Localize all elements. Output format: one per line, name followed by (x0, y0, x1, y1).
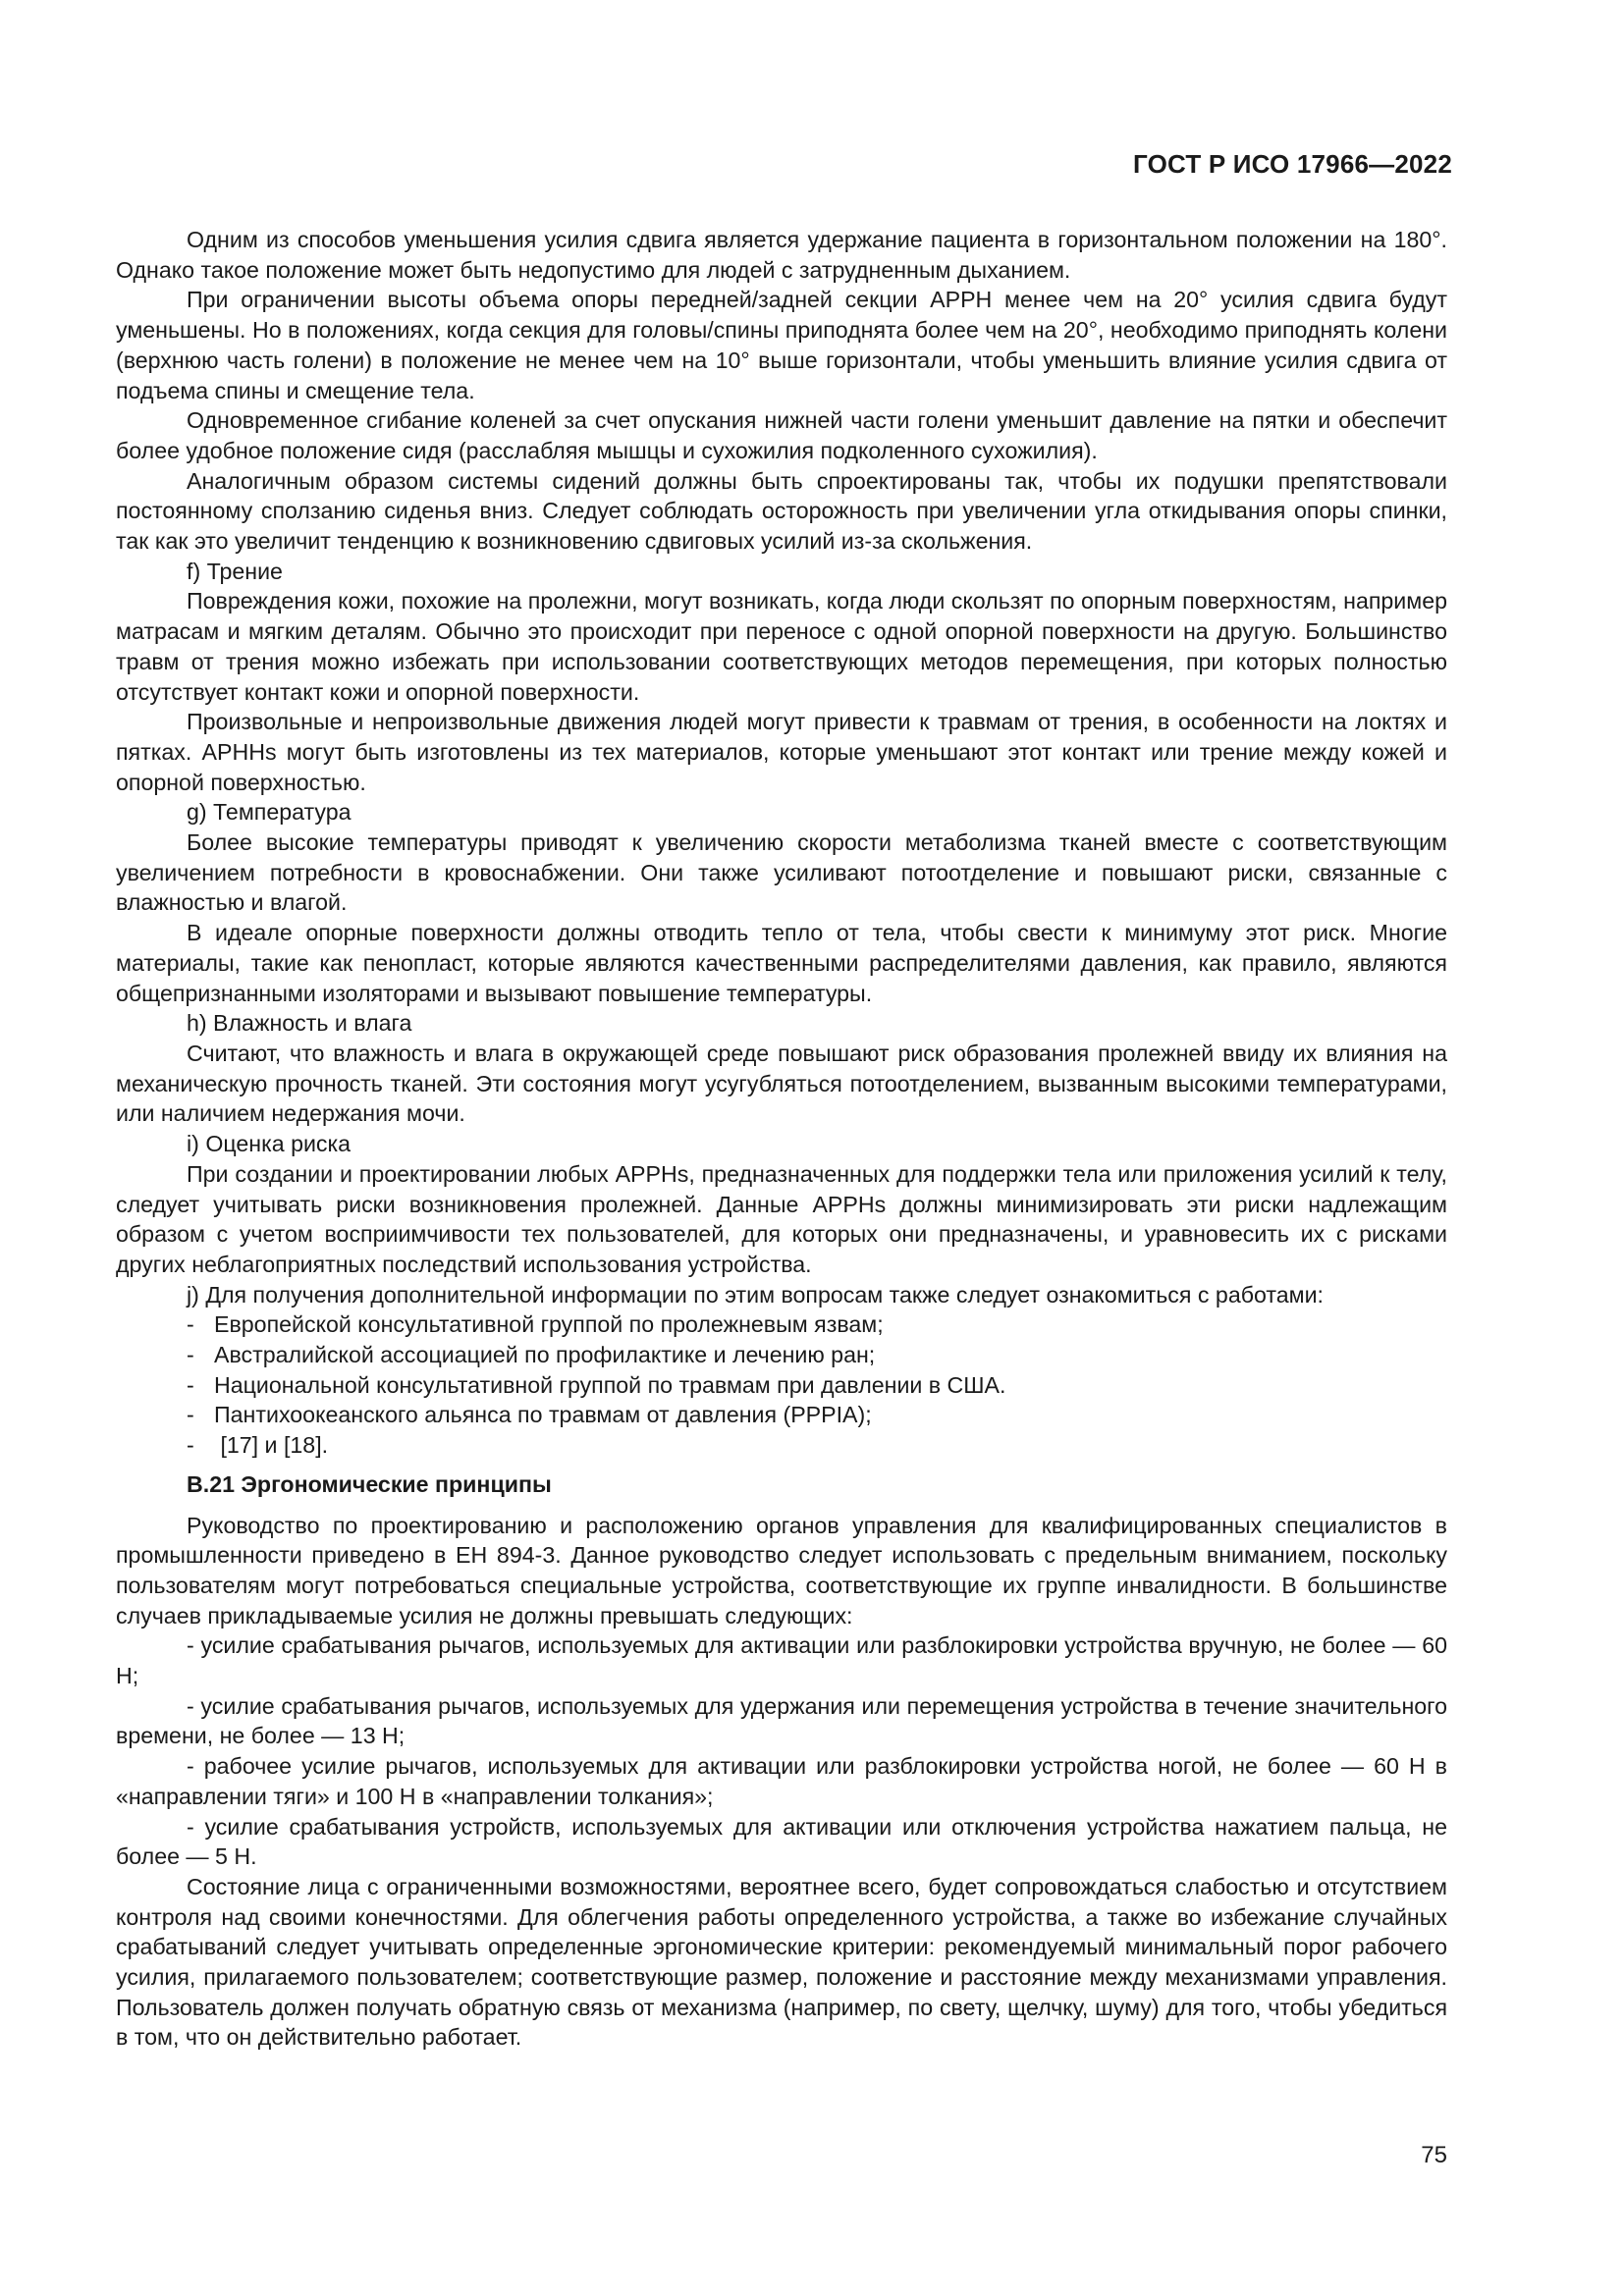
list-item-text: Европейской консультативной группой по пролежневым язвам; (214, 1311, 884, 1338)
list-item (116, 1430, 1447, 1461)
list-item-text: Австралийской ассоциацией по профилактике и лечению ран; (214, 1342, 876, 1368)
list-item-text: Пантихоокеанского альянса по травмам от давления (PPPIA); (214, 1402, 872, 1428)
paragraph: Одновременное сгибание коленей за счет опускания нижней части голени уменьшит давление на пятки и обеспечит более удобное положение сидя (расслабляя мышцы и сухожилия подколенного сухожилия). (116, 407, 1447, 463)
list-item (116, 1370, 1447, 1401)
list-item (116, 1340, 1447, 1370)
paragraph: - усилие срабатывания рычагов, используемых для удержания или перемещения устройства в течение значительного времени, не более — 13 Н; (116, 1692, 1447, 1749)
list-dash: - (187, 1311, 194, 1338)
paragraph: - усилие срабатывания рычагов, используемых для активации или разблокировки устройства вручную, не более — 60 Н; (116, 1632, 1447, 1689)
section-heading: В.21 Эргономические принципы (187, 1470, 552, 1497)
paragraph: Повреждения кожи, похожие на пролежни, могут возникать, когда люди скользят по опорным поверхностям, например матрасам и мягким деталям. Обычно это происходит при переносе с одной опорной поверхности на другую. Большинство травм от трения можно избежать при использовании соответствующих методов перемещения, при которых полностью отсутствует контакт кожи и опорной поверхности. (116, 588, 1447, 705)
list-dash: - (187, 1371, 194, 1398)
paragraph: Одним из способов уменьшения усилия сдвига является удержание пациента в горизонтальном положении на 180°. Однако такое положение может быть недопустимо для людей с затрудненным дыханием. (116, 227, 1447, 283)
paragraph: i) Оценка риска (187, 1131, 352, 1157)
list-item (116, 1309, 1447, 1340)
list-item (116, 1400, 1447, 1430)
paragraph: При создании и проектировании любых APPHs, предназначенных для поддержки тела или приложения усилий к телу, следует учитывать риски возникновения пролежней. Данные APPHs должны минимизировать эти риски надлежащим образом с учетом восприимчивости тех пользователей, для которых они предназначены, и уравновесить их с рисками других неблагоприятных последствий использования устройства. (116, 1160, 1447, 1277)
paragraph: h) Влажность и влага (187, 1010, 412, 1037)
paragraph: Состояние лица с ограниченными возможностями, вероятнее всего, будет сопровождаться слабостью и отсутствием контроля над своими конечностями. Для облегчения работы определенного устройства, а также во избежание случайных срабатываний следует учитывать определенные эргономические критерии: рекомендуемый минимальный порог рабочего усилия, прилагаемого пользователем; соответствующие размер, положение и расстояние между механизмами управления. Пользователь должен получать обратную связь от механизма (например, по свету, щелчку, шуму) для того, чтобы убедиться в том, что он действительно работает. (116, 1873, 1447, 2051)
paragraph: j) Для получения дополнительной информации по этим вопросам также следует ознакомиться с работами: (187, 1281, 1324, 1308)
paragraph: Более высокие температуры приводят к увеличению скорости метаболизма тканей вместе с соответствующим увеличением потребности в кровоснабжении. Они также усиливают потоотделение и повышают риски, связанные с влажностью и влагой. (116, 829, 1447, 916)
page-number: 75 (1421, 2142, 1447, 2168)
paragraph: Произвольные и непроизвольные движения людей могут привести к травмам от трения, в особенности на локтях и пятках. APHHs могут быть изготовлены из тех материалов, которые уменьшают этот контакт или трение между кожей и опорной поверхностью. (116, 709, 1447, 795)
paragraph: В идеале опорные поверхности должны отводить тепло от тела, чтобы свести к минимуму этот риск. Многие материалы, такие как пенопласт, которые являются качественными распределителями давления, как правило, являются общепризнанными изоляторами и вызывают повышение температуры. (116, 920, 1447, 1006)
paragraph: - усилие срабатывания устройств, используемых для активации или отключения устройства нажатием пальца, не более — 5 Н. (116, 1813, 1447, 1870)
list-item-text: Национальной консультативной группой по травмам при давлении в США. (214, 1371, 1006, 1398)
list-dash: - (187, 1342, 194, 1368)
paragraph: Считают, что влажность и влага в окружающей среде повышают риск образования пролежней ввиду их влияния на механическую прочность тканей. Эти состояния могут усугубляться потоотделением, вызванным высокими температурами, или наличием недержания мочи. (116, 1040, 1447, 1127)
paragraph: При ограничении высоты объема опоры передней/задней секции АРРН менее чем на 20° усилия сдвига будут уменьшены. Но в положениях, когда секция для головы/спины приподнята более чем на 20°, необходимо приподнять колени (верхнюю часть голени) в положение не менее чем на 10° выше горизонтали, чтобы уменьшить влияние усилия сдвига от подъема спины и смещение тела. (116, 287, 1447, 403)
paragraph: Руководство по проектированию и расположению органов управления для квалифицированных специалистов в промышленности приведено в ЕН 894-3. Данное руководство следует использовать с предельным вниманием, поскольку пользователям могут потребоваться специальные устройства, соответствующие их группе инвалидности. В большинстве случаев прикладываемые усилия не должны превышать следующих: (116, 1512, 1447, 1629)
document-body (116, 225, 1447, 2053)
paragraph: - рабочее усилие рычагов, используемых для активации или разблокировки устройства ногой, не более — 60 Н в «направлении тяги» и 100 Н в «направлении толкания»; (116, 1753, 1447, 1809)
document-id-header: ГОСТ Р ИСО 17966—2022 (1132, 149, 1452, 179)
paragraph: g) Температура (187, 799, 352, 826)
list-dash: - (187, 1402, 194, 1428)
paragraph: Аналогичным образом системы сидений должны быть спроектированы так, чтобы их подушки препятствовали постоянному сползанию сиденья вниз. Следует соблюдать осторожность при увеличении угла откидывания опоры спинки, так как это увеличит тенденцию к возникновению сдвиговых усилий из-за скольжения. (116, 467, 1447, 555)
list-item-text: [17] и [18]. (214, 1432, 329, 1459)
list-dash: - (187, 1432, 194, 1459)
paragraph: f) Трение (187, 558, 283, 584)
